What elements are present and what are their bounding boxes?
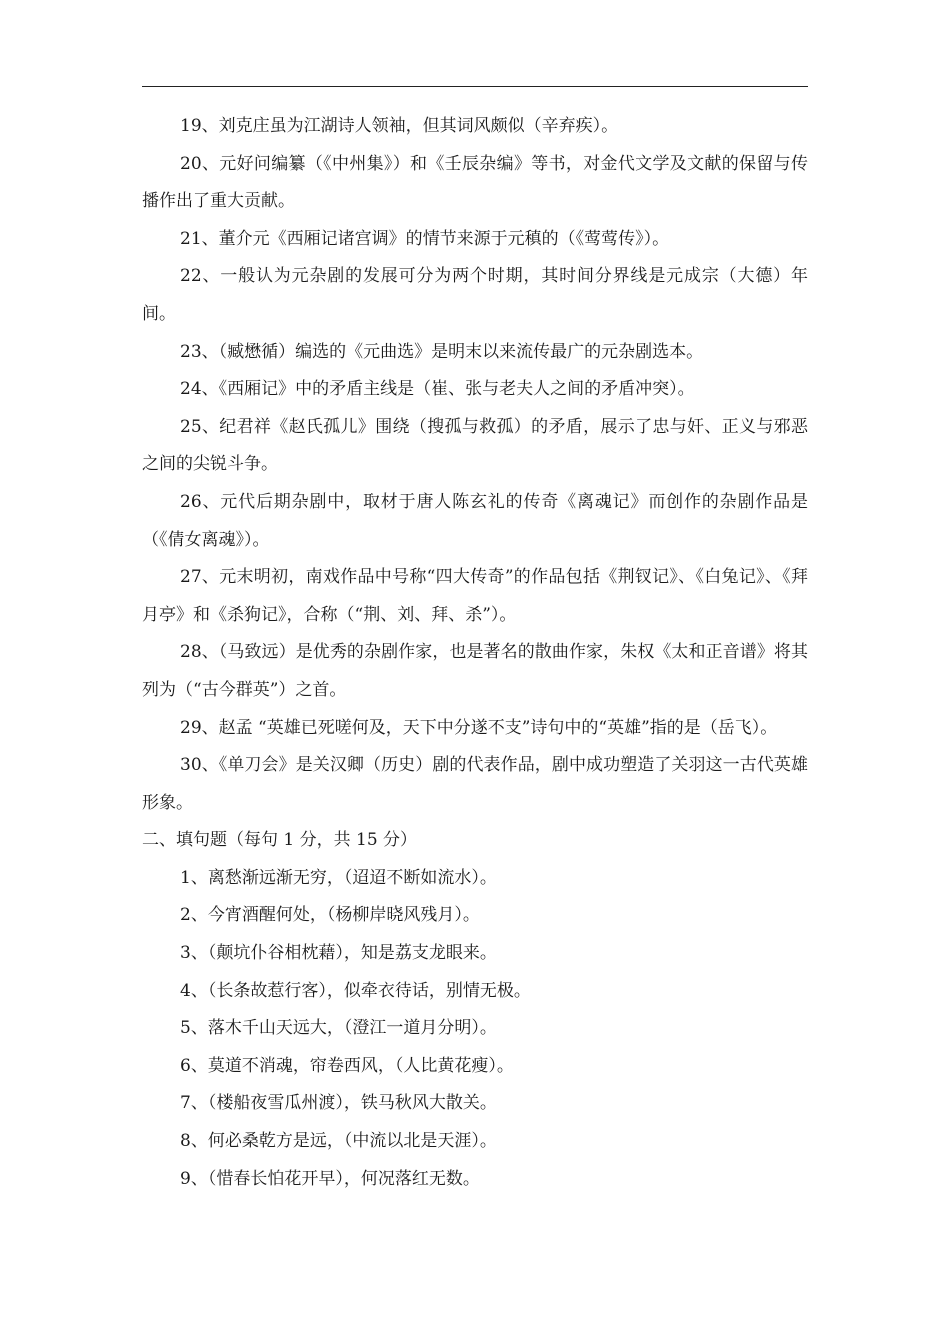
question-29: 29、赵孟 “英雄已死嗟何及，天下中分遂不支”诗句中的“英雄”指的是（岳飞）。 — [180, 717, 778, 738]
header-rule — [142, 86, 808, 87]
fill-item-8: 8、何必桑乾方是远，（中流以北是天涯）。 — [180, 1131, 497, 1152]
question-21: 21、董介元《西厢记诸宫调》的情节来源于元稹的（《莺莺传》）。 — [180, 228, 670, 249]
section-heading-fill-in: 二、填句题（每句 1 分，共 15 分） — [142, 830, 418, 851]
question-25: 25、纪君祥《赵氏孤儿》围绕（搜孤与救孤）的矛盾，展示了忠与奸、正义与邪恶之间的尖锐斗争。 — [142, 416, 808, 475]
fill-item-4: 4、（长条故惹行客），似牵衣待话，别情无极。 — [180, 980, 531, 1001]
question-23: 23、（臧懋循）编选的《元曲选》是明末以来流传最广的元杂剧选本。 — [180, 341, 704, 362]
fill-item-5: 5、落木千山天远大，（澄江一道月分明）。 — [180, 1018, 497, 1039]
fill-item-7: 7、（楼船夜雪瓜州渡），铁马秋风大散关。 — [180, 1093, 497, 1114]
fill-item-9: 9、（惜春长怕花开早），何况落红无数。 — [180, 1168, 480, 1189]
question-24: 24、《西厢记》中的矛盾主线是（崔、张与老夫人之间的矛盾冲突）。 — [180, 379, 695, 400]
question-27: 27、元末明初，南戏作品中号称“四大传奇”的作品包括《荆钗记》、《白兔记》、《拜月亭》和《杀狗记》，合称（“荆、刘、拜、杀”）。 — [142, 567, 808, 625]
question-20: 20、元好问编纂（《中州集》）和《壬辰杂编》等书，对金代文学及文献的保留与传播作出了重大贡献。 — [142, 153, 808, 212]
question-19: 19、刘克庄虽为江湖诗人领袖，但其词风颇似（辛弃疾）。 — [180, 116, 619, 136]
question-26: 26、元代后期杂剧中，取材于唐人陈玄礼的传奇《离魂记》而创作的杂剧作品是（《倩女离魂》）。 — [142, 491, 808, 550]
question-28: 28、（马致远）是优秀的杂剧作家，也是著名的散曲作家，朱权《太和正音谱》将其列为（“古今群英”）之首。 — [142, 642, 808, 700]
fill-item-6: 6、莫道不消魂，帘卷西风，（人比黄花瘦）。 — [180, 1055, 514, 1076]
document-body — [142, 108, 808, 1198]
question-30: 30、《单刀会》是关汉卿（历史）剧的代表作品，剧中成功塑造了关羽这一古代英雄形象。 — [142, 755, 808, 813]
fill-item-1: 1、离愁渐远渐无穷，（迢迢不断如流水）。 — [180, 867, 497, 888]
question-22: 22、一般认为元杂剧的发展可分为两个时期，其时间分界线是元成宗（大德）年间。 — [142, 266, 808, 324]
fill-item-2: 2、今宵酒醒何处，（杨柳岸晓风残月）。 — [180, 905, 480, 926]
fill-item-3: 3、（颠坑仆谷相枕藉），知是荔支龙眼来。 — [180, 943, 497, 964]
